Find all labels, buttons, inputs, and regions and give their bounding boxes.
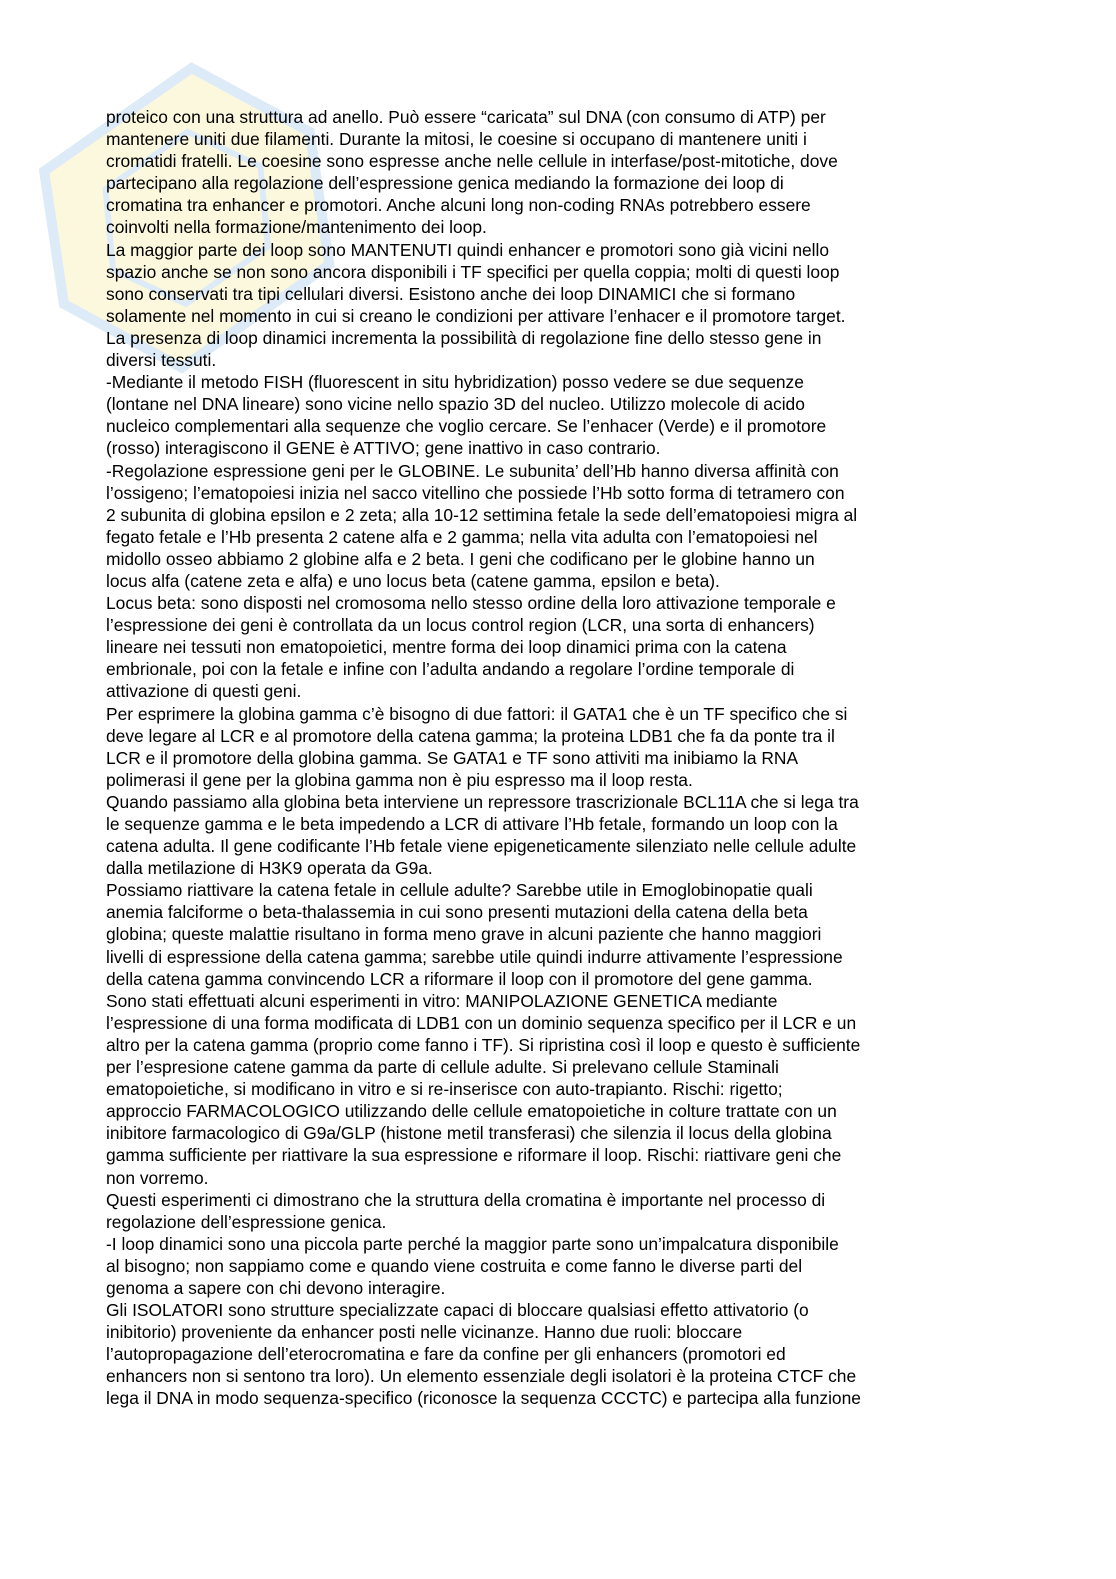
text-line: -Regolazione espressione geni per le GLOBINE. Le subunita’ dell’Hb hanno diversa affinità con xyxy=(106,460,839,481)
text-line: La presenza di loop dinamici incrementa la possibilità di regolazione fine dello stesso gene in xyxy=(106,327,822,348)
text-line: lega il DNA in modo sequenza-specifico (riconosce la sequenza CCCTC) e partecipa alla funzione xyxy=(106,1388,861,1409)
text-line: l’espressione dei geni è controllata da un locus control region (LCR, una sorta di enhancers) xyxy=(106,615,815,636)
text-line: Per esprimere la globina gamma c’è bisogno di due fattori: il GATA1 che è un TF specifico che si xyxy=(106,703,848,724)
text-line: (rosso) interagiscono il GENE è ATTIVO; gene inattivo in caso contrario. xyxy=(106,438,661,459)
text-line: locus alfa (catene zeta e alfa) e uno locus beta (catene gamma, epsilon e beta). xyxy=(106,570,720,591)
text-line: La maggior parte dei loop sono MANTENUTI quindi enhancer e promotori sono già vicini nello xyxy=(106,239,830,260)
text-line: Questi esperimenti ci dimostrano che la struttura della cromatina è importante nel processo di xyxy=(106,1189,826,1210)
text-line: genoma a sapere con chi devono interagire. xyxy=(106,1277,446,1298)
text-line: gamma sufficiente per riattivare la sua espressione e riformare il loop. Rischi: riattivare geni che xyxy=(106,1145,842,1166)
text-line: Possiamo riattivare la catena fetale in cellule adulte? Sarebbe utile in Emoglobinopatie quali xyxy=(106,880,813,901)
text-line: altro per la catena gamma (proprio come fanno i TF). Si ripristina così il loop e questo è sufficiente xyxy=(106,1034,861,1055)
text-line: deve legare al LCR e al promotore della catena gamma; la proteina LDB1 che fa da ponte tra il xyxy=(106,725,835,746)
text-line: Quando passiamo alla globina beta interviene un repressore trascrizionale BCL11A che si lega tra xyxy=(106,791,859,812)
text-line: lineare nei tessuti non ematopoietici, mentre forma dei loop dinamici prima con la catena xyxy=(106,637,787,658)
text-line: Locus beta: sono disposti nel cromosoma nello stesso ordine della loro attivazione temporale e xyxy=(106,593,836,614)
text-line: -Mediante il metodo FISH (fluorescent in situ hybridization) posso vedere se due sequenze xyxy=(106,372,804,393)
text-line: partecipano alla regolazione dell’espressione genica mediando la formazione dei loop di xyxy=(106,173,784,194)
text-line: dalla metilazione di H3K9 operata da G9a. xyxy=(106,858,433,879)
text-line: embrionale, poi con la fetale e infine con l’adulta andando a regolare l’ordine temporale di xyxy=(106,659,795,680)
text-line: polimerasi il gene per la globina gamma non è piu espresso ma il loop resta. xyxy=(106,769,693,790)
text-line: catena adulta. Il gene codificante l’Hb fetale viene epigeneticamente silenziato nelle cellule adulte xyxy=(106,836,857,857)
text-line: approccio FARMACOLOGICO utilizzando delle cellule ematopoietiche in colture trattate con un xyxy=(106,1101,837,1122)
text-line: cromatina tra enhancer e promotori. Anche alcuni long non-coding RNAs potrebbero essere xyxy=(106,195,811,216)
text-line: globina; queste malattie risultano in forma meno grave in alcuni paziente che hanno maggiori xyxy=(106,924,822,945)
text-line: enhancers non si sentono tra loro). Un elemento essenziale degli isolatori è la proteina CTCF che xyxy=(106,1366,857,1387)
text-line: ematopoietiche, si modificano in vitro e si re-inserisce con auto-trapianto. Rischi: rigetto; xyxy=(106,1079,783,1100)
text-line: della catena gamma convincendo LCR a riformare il loop con il promotore del gene gamma. xyxy=(106,968,813,989)
text-line: l’autopropagazione dell’eterocromatina e fare da confine per gli enhancers (promotori ed xyxy=(106,1344,786,1365)
text-line: inibitore farmacologico di G9a/GLP (histone metil transferasi) che silenzia il locus della globina xyxy=(106,1123,832,1144)
text-line: nucleico complementari alla sequenze che voglio cercare. Se l’enhacer (Verde) e il promotore xyxy=(106,416,827,437)
text-line: diversi tessuti. xyxy=(106,350,217,371)
text-line: LCR e il promotore della globina gamma. Se GATA1 e TF sono attiviti ma inibiamo la RNA xyxy=(106,747,799,768)
text-line: sono conservati tra tipi cellulari diversi. Esistono anche dei loop DINAMICI che si formano xyxy=(106,283,796,304)
text-line: -I loop dinamici sono una piccola parte perché la maggior parte sono un’impalcatura disponibile xyxy=(106,1233,839,1254)
text-line: (lontane nel DNA lineare) sono vicine nello spazio 3D del nucleo. Utilizzo molecole di acido xyxy=(106,394,805,415)
text-line: inibitorio) proveniente da enhancer posti nelle vicinanze. Hanno due ruoli: bloccare xyxy=(106,1322,743,1343)
text-line: mantenere uniti due filamenti. Durante la mitosi, le coesine si occupano di mantenere uniti i xyxy=(106,129,807,150)
text-line: le sequenze gamma e le beta impedendo a LCR di attivare l’Hb fetale, formando un loop con la xyxy=(106,814,838,834)
text-line: midollo osseo abbiamo 2 globine alfa e 2 beta. I geni che codificano per le globine hanno un xyxy=(106,548,815,569)
text-line: al bisogno; non sappiamo come e quando viene costruita e come fanno le diverse parti del xyxy=(106,1255,803,1276)
text-line: livelli di espressione della catena gamma; sarebbe utile quindi indurre attivamente l’espressione xyxy=(106,946,843,967)
text-line: solamente nel momento in cui si creano le condizioni per attivare l’enhacer e il promotore target. xyxy=(106,305,846,326)
text-line: anemia falciforme o beta-thalassemia in cui sono presenti mutazioni della catena della beta xyxy=(106,902,808,923)
document-body-text xyxy=(106,106,1006,1410)
text-line: attivazione di questi geni. xyxy=(106,681,302,702)
text-line: coinvolti nella formazione/mantenimento dei loop. xyxy=(106,217,487,238)
text-line: Gli ISOLATORI sono strutture specializzate capaci di bloccare qualsiasi effetto attivatorio (o xyxy=(106,1300,809,1321)
text-line: non vorremo. xyxy=(106,1167,209,1188)
text-line: proteico con una struttura ad anello. Può essere “caricata” sul DNA (con consumo di ATP) per xyxy=(106,107,826,127)
text-line: spazio anche se non sono ancora disponibili i TF specifici per quella coppia; molti di questi loop xyxy=(106,261,840,282)
text-line: l’espressione di una forma modificata di LDB1 con un dominio sequenza specifico per il LCR e un xyxy=(106,1012,857,1033)
text-line: per l’espresione catene gamma da parte di cellule adulte. Si prelevano cellule Staminali xyxy=(106,1057,779,1078)
text-line: 2 subunita di globina epsilon e 2 zeta; alla 10-12 settimina fetale la sede dell’ematopoiesi migra al xyxy=(106,504,858,525)
text-line: regolazione dell’espressione genica. xyxy=(106,1211,387,1232)
text-line: l’ossigeno; l’ematopoiesi inizia nel sacco vitellino che possiede l’Hb sotto forma di tetramero con xyxy=(106,482,845,503)
text-line: Sono stati effettuati alcuni esperimenti in vitro: MANIPOLAZIONE GENETICA mediante xyxy=(106,990,778,1011)
text-line: cromatidi fratelli. Le coesine sono espresse anche nelle cellule in interfase/post-mitotiche, dove xyxy=(106,151,838,172)
text-line: fegato fetale e l’Hb presenta 2 catene alfa e 2 gamma; nella vita adulta con l’ematopoiesi nel xyxy=(106,526,818,547)
